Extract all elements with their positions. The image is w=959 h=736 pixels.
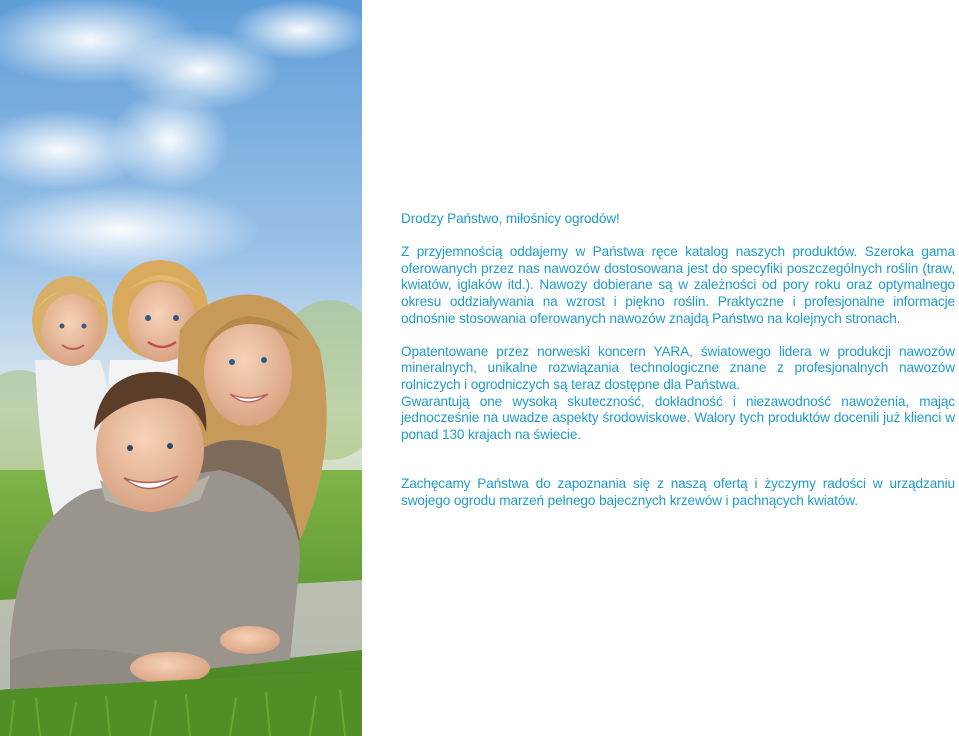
- letter-paragraph-quality: Gwarantują one wysoką skuteczność, dokładność i niezawodność nawożenia, mając jednocześnie na uwadze aspekty środowiskowe. Walory tych produktów docenili już klienci w ponad 130 krajach na świecie.: [401, 393, 955, 442]
- letter-paragraph-yara: Opatentowane przez norweski koncern YARA, światowego lidera w produkcji nawozów mineralnych, unikalne rozwiązania technologiczne znane z profesjonalnych nawozów rolniczych i ogrodniczych są teraz dostępne dla Państwa.: [401, 343, 955, 392]
- letter-paragraph-intro: Z przyjemnością oddajemy w Państwa ręce katalog naszych produktów. Szeroka gama oferowanych przez nas nawozów dostosowana jest do specyfiki poszczególnych roślin (traw, kwiatów, iglaków itd.). Nawozy dobierane są w zależności od pory roku oraz optymalnego okresu oddziaływania na wzrost i piękno roślin. Praktyczne i profesjonalne informacje odnośnie stosowania oferowanych nawozów znajdą Państwo na kolejnych stronach.: [401, 244, 955, 326]
- letter-closing: Zachęcamy Państwa do zapoznania się z naszą ofertą i życzymy radości w urządzaniu swojego ogrodu marzeń pełnego bajecznych krzewów i pachnących kwiatów.: [401, 476, 955, 508]
- letter-text: [401, 211, 955, 510]
- letter-greeting: Drodzy Państwo, miłośnicy ogrodów!: [401, 211, 620, 226]
- family-photo: [0, 0, 362, 736]
